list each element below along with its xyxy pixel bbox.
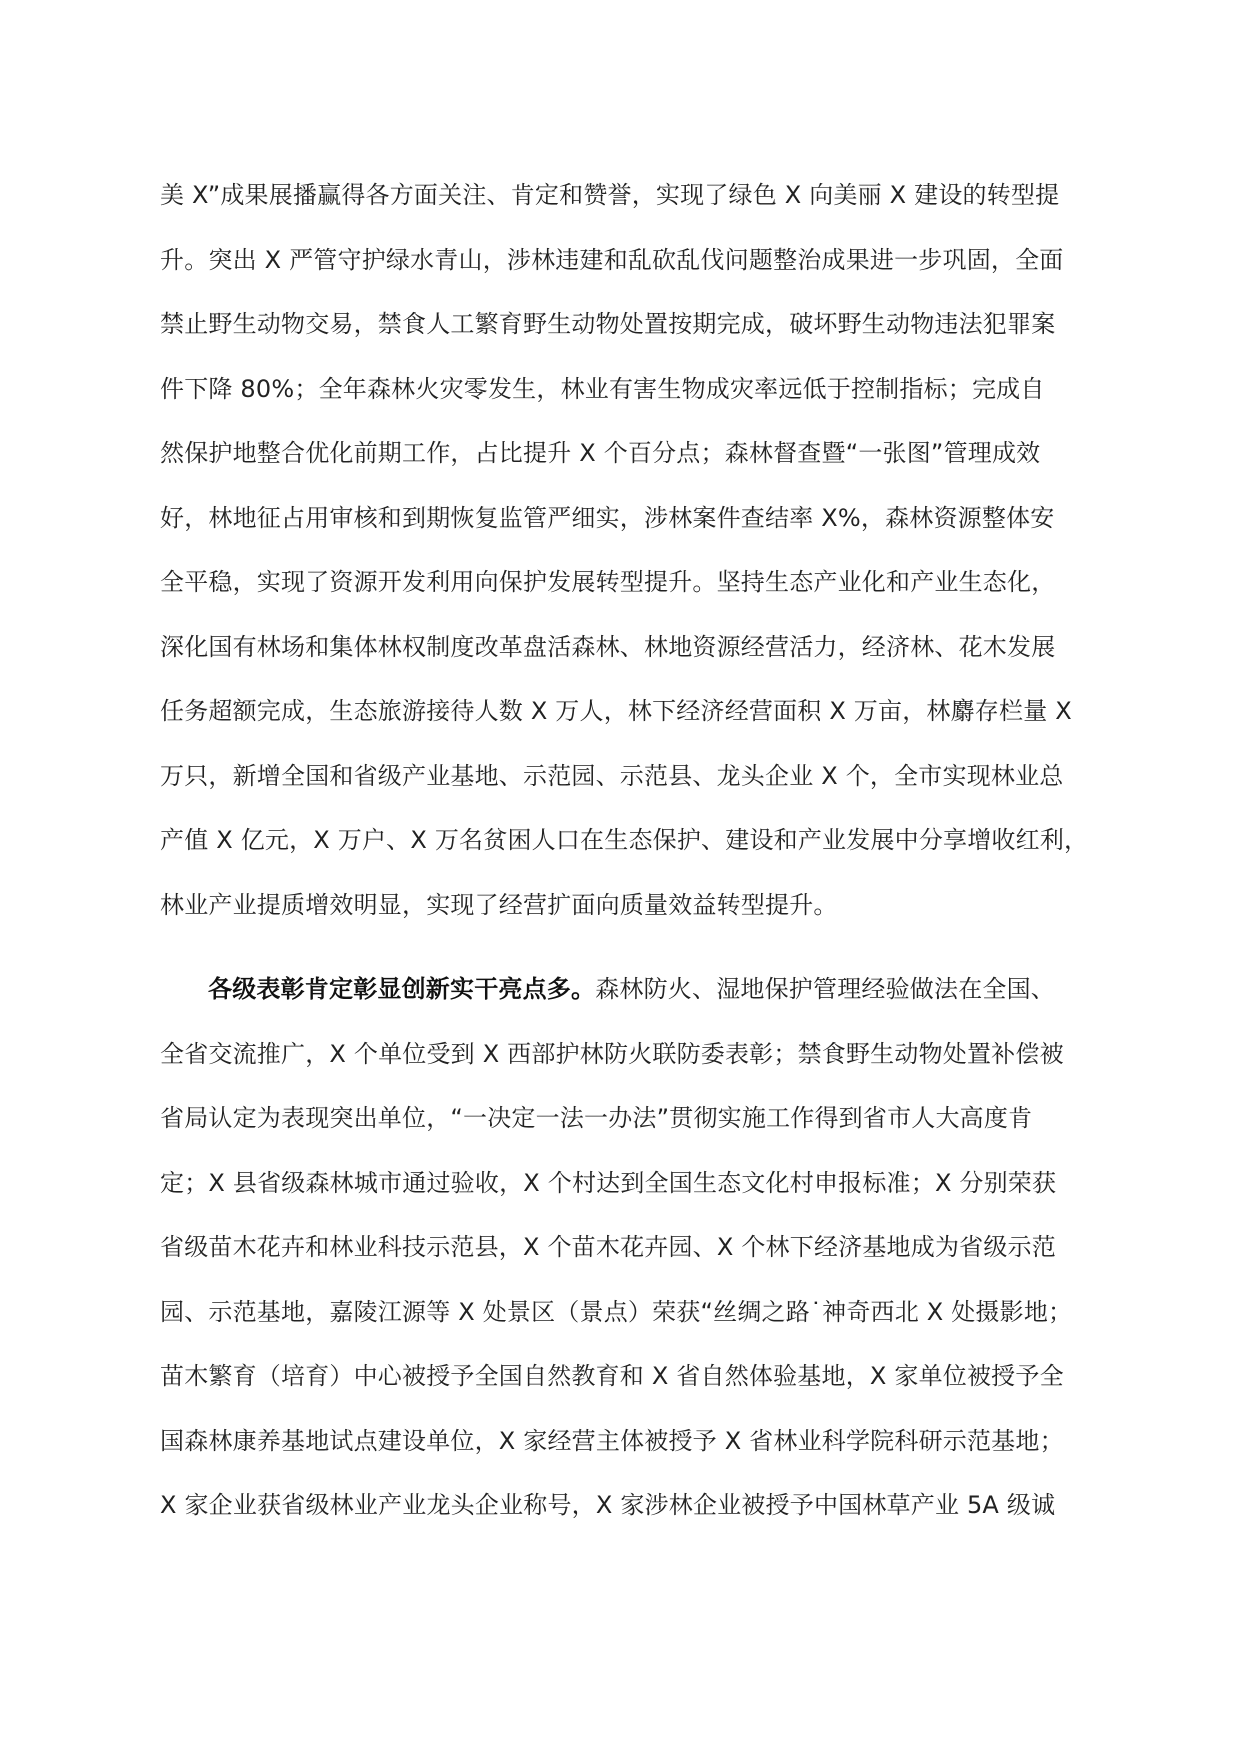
- text-line: 定；X 县省级森林城市通过验收，X 个村达到全国生态文化村申报标准；X 分别荣获: [160, 1168, 1057, 1197]
- paragraph-first-line: [160, 957, 1110, 1022]
- text-line: 苗木繁育（培育）中心被授予全国自然教育和 X 省自然体验基地，X 家单位被授予全: [160, 1362, 1064, 1390]
- text-line: 全省交流推广，X 个单位受到 X 西部护林防火联防委表彰；禁食野生动物处置补偿被: [160, 1039, 1064, 1068]
- text-line: 美 X”成果展播赢得各方面关注、肯定和赞誉，实现了绿色 X 向美丽 X 建设的转型提: [160, 181, 1060, 209]
- text-line: 园、示范基地，嘉陵江源等 X 处景区（景点）荣获“丝绸之路˙神奇西北 X 处摄影地；: [160, 1297, 1073, 1326]
- paragraph-1: [160, 163, 1110, 937]
- text-line: 林业产业提质增效明显，实现了经营扩面向质量效益转型提升。: [160, 890, 838, 919]
- text-line: 好，林地征占用审核和到期恢复监管严细实，涉林案件查结率 X%，森林资源整体安: [160, 503, 1055, 532]
- text-line: X 家企业获省级林业产业龙头企业称号，X 家涉林企业被授予中国林草产业 5A 级诚: [160, 1491, 1056, 1519]
- text-line: 深化国有林场和集体林权制度改革盘活森林、林地资源经营活力，经济林、花木发展: [160, 632, 1056, 661]
- text-line: 全平稳，实现了资源开发利用向保护发展转型提升。坚持生态产业化和产业生态化，: [160, 568, 1056, 596]
- text-line: 然保护地整合优化前期工作，占比提升 X 个百分点；森林督查暨“一张图”管理成效: [160, 439, 1041, 467]
- text-line: 件下降 80%；全年森林火灾零发生，林业有害生物成灾率远低于控制指标；完成自: [160, 374, 1045, 403]
- document-body: [160, 163, 1110, 1538]
- text-line: 省级苗木花卉和林业科技示范县，X 个苗木花卉园、X 个林下经济基地成为省级示范: [160, 1233, 1056, 1261]
- text-line: 禁止野生动物交易，禁食人工繁育野生动物处置按期完成，破坏野生动物违法犯罪案: [160, 310, 1056, 338]
- text-line: 国森林康养基地试点建设单位，X 家经营主体被授予 X 省林业科学院科研示范基地；: [160, 1426, 1064, 1455]
- text-line: 任务超额完成，生态旅游接待人数 X 万人，林下经济经营面积 X 万亩，林麝存栏量 X: [160, 697, 1072, 725]
- text-line: 升。突出 X 严管守护绿水青山，涉林违建和乱砍乱伐问题整治成果进一步巩固，全面: [160, 245, 1064, 274]
- text-line: 产值 X 亿元，X 万户、X 万名贫困人口在生态保护、建设和产业发展中分享增收红利，: [160, 826, 1089, 854]
- paragraph-2: [160, 957, 1110, 1538]
- text-line: 万只，新增全国和省级产业基地、示范园、示范县、龙头企业 X 个，全市实现林业总: [160, 761, 1064, 790]
- text-span: 森林防火、湿地保护管理经验做法在全国、: [595, 975, 1056, 1003]
- paragraph-gap: [160, 937, 1110, 957]
- text-line: 省局认定为表现突出单位，“一决定一法一办法”贯彻实施工作得到省市人大高度肯: [160, 1104, 1033, 1132]
- paragraph-heading: 各级表彰肯定彰显创新实干亮点多。: [208, 975, 596, 1003]
